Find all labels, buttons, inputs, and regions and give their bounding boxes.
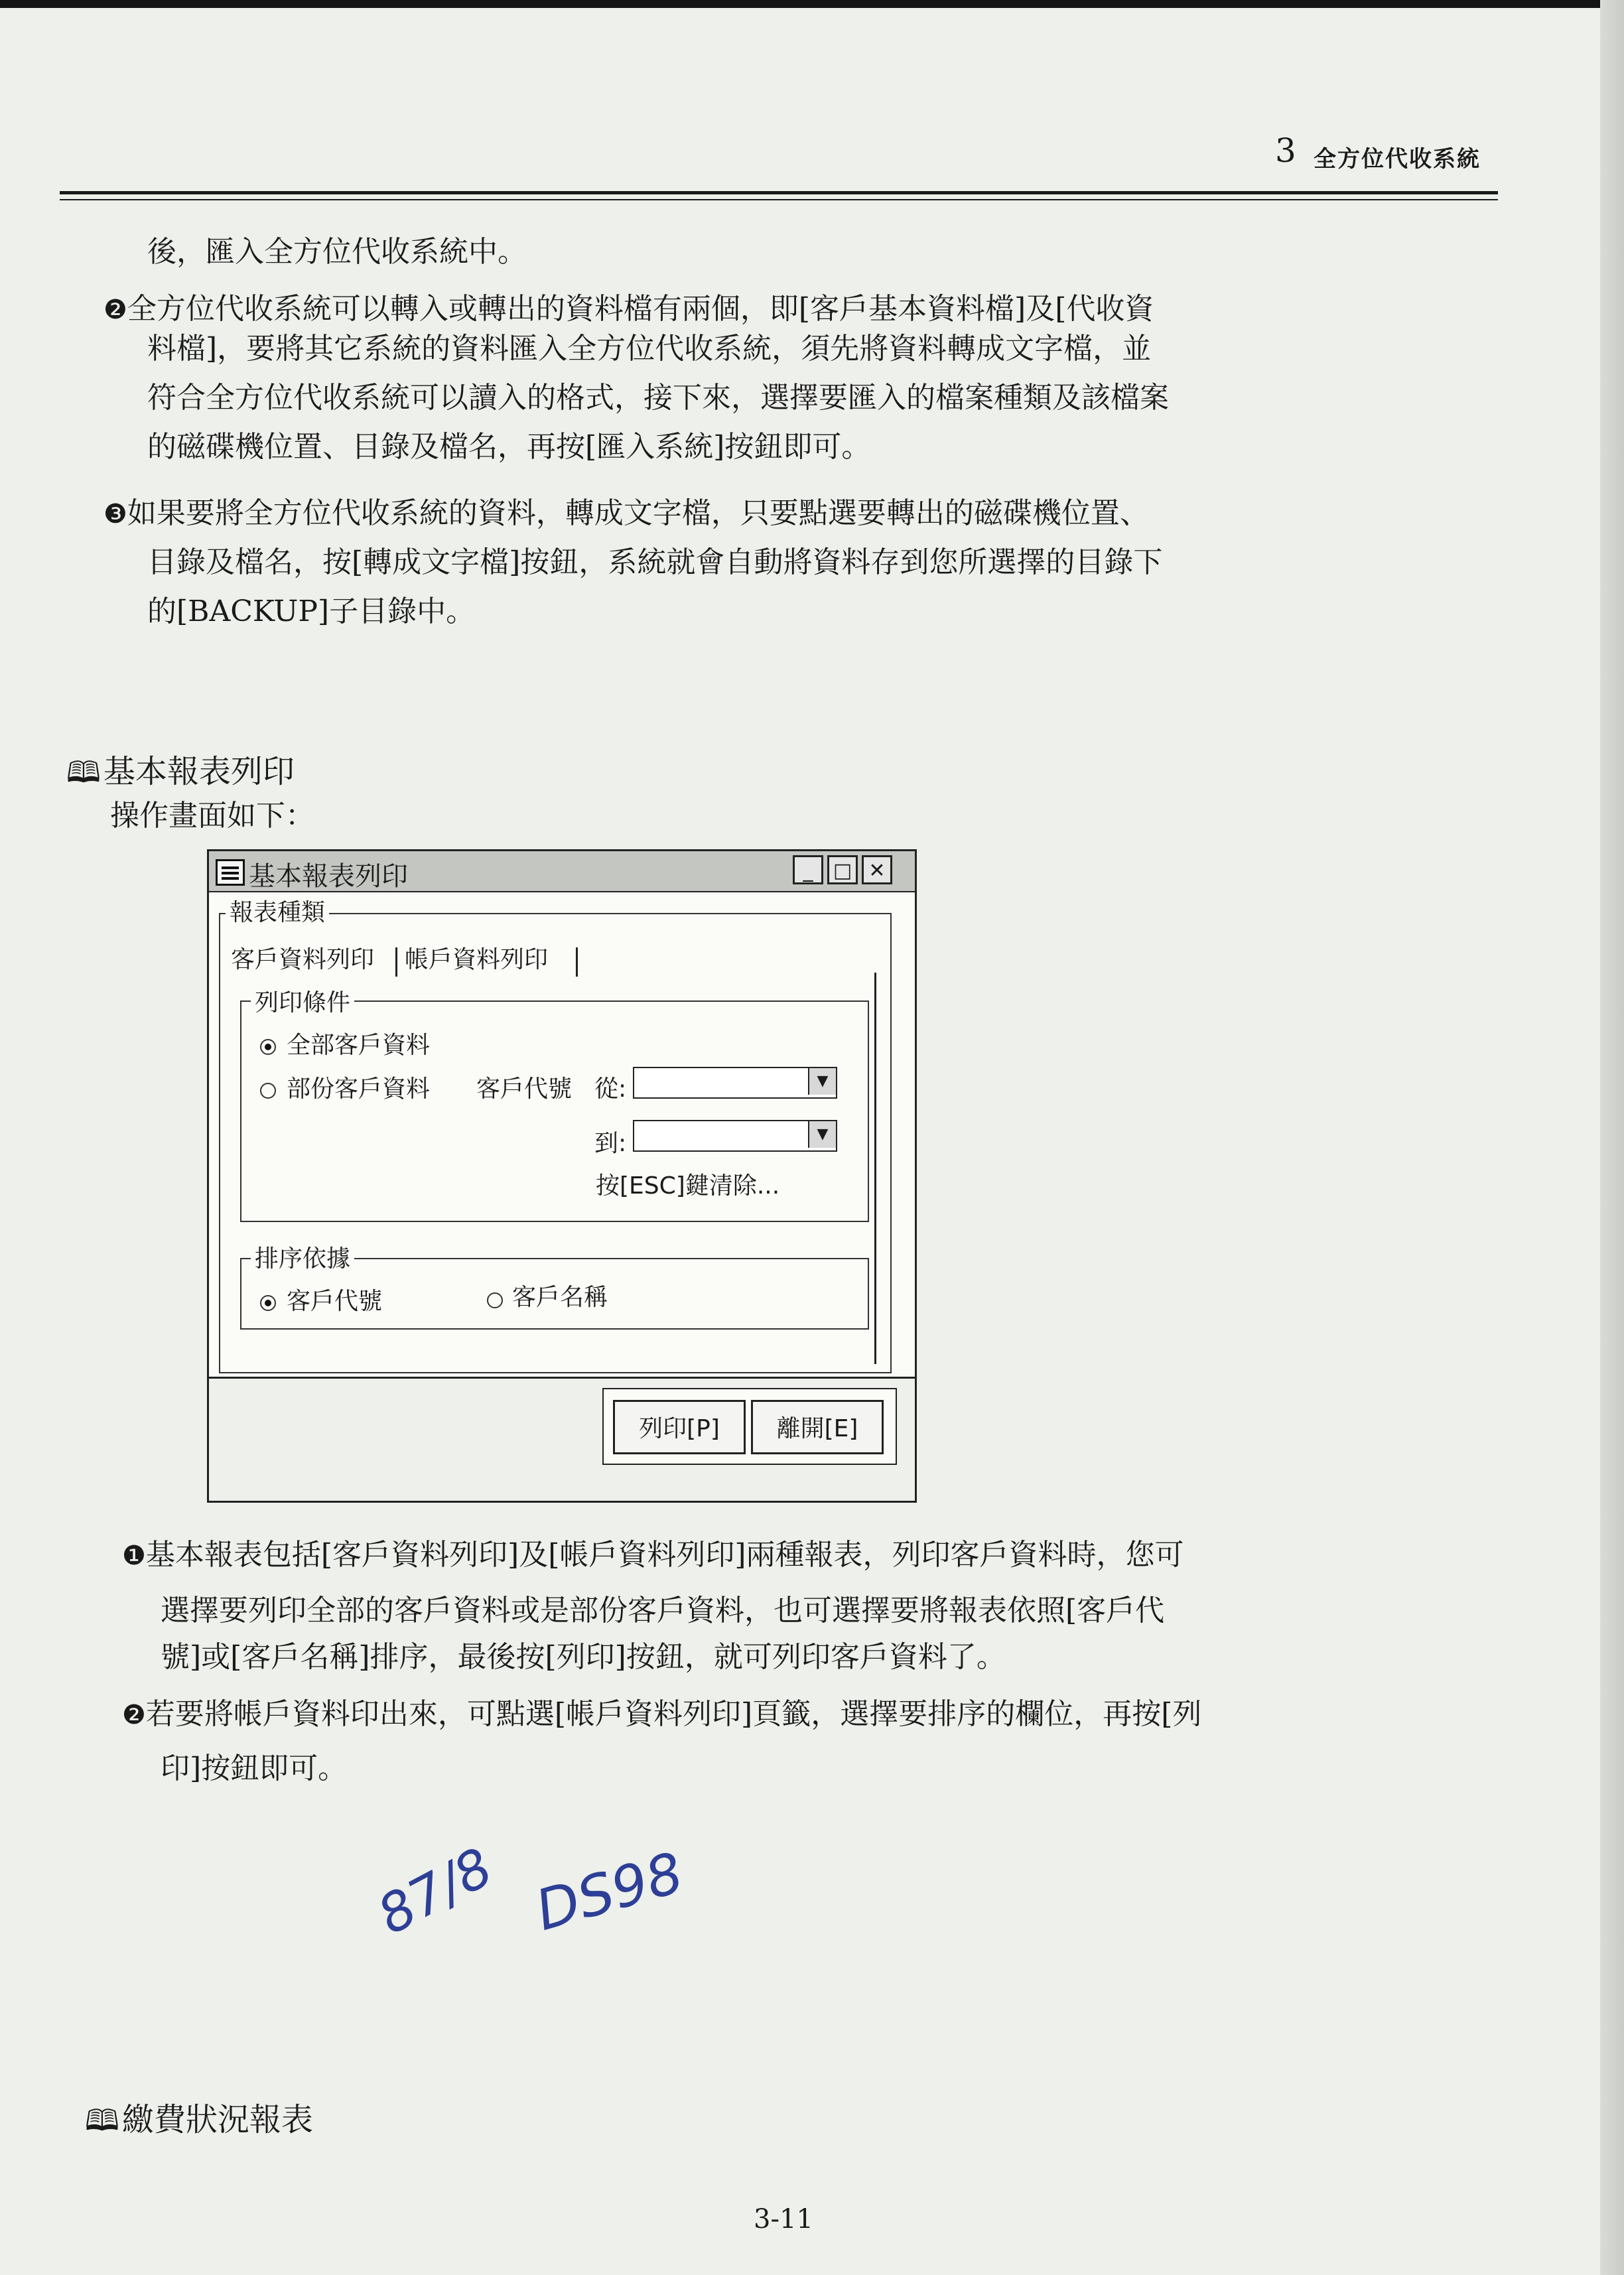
running-header bbox=[1260, 131, 1499, 171]
dialog-title: 基本報表列印 bbox=[249, 861, 408, 892]
minimize-button[interactable]: _ bbox=[793, 855, 823, 884]
intro-item2-line2: 料檔]，要將其它系統的資料匯入全方位代收系統，須先將資料轉成文字檔，並 bbox=[147, 332, 1152, 366]
intro-item2-line1 bbox=[103, 292, 1154, 326]
chapter-title: 全方位代收系統 bbox=[1314, 146, 1481, 172]
note-item2-line1 bbox=[122, 1697, 1202, 1731]
report-type-legend: 報表種類 bbox=[226, 901, 329, 925]
header-rule-thin bbox=[60, 199, 1498, 200]
section1-subtitle: 操作畫面如下： bbox=[110, 799, 314, 833]
intro-item3-text1: 如果要將全方位代收系統的資料，轉成文字檔，只要點選要轉出的磁碟機位置、 bbox=[127, 496, 1149, 530]
note-item1-line2: 選擇要列印全部的客戶資料或是部份客戶資料，也可選擇要將報表依照[客戶代 bbox=[161, 1594, 1165, 1627]
maximize-button[interactable]: □ bbox=[827, 855, 858, 884]
esc-clear-hint: 按[ESC]鍵清除... bbox=[596, 1172, 780, 1200]
from-label: 從: bbox=[594, 1075, 627, 1103]
book-icon: 🕮 bbox=[66, 756, 101, 790]
radio-sort-by-code-label: 客戶代號 bbox=[287, 1288, 383, 1315]
chevron-down-icon[interactable]: ▼ bbox=[808, 1121, 836, 1148]
scan-top-edge bbox=[0, 0, 1624, 8]
radio-sort-by-code[interactable] bbox=[260, 1295, 276, 1311]
close-button[interactable]: ✕ bbox=[862, 855, 892, 884]
section1-title-text: 基本報表列印 bbox=[103, 753, 295, 790]
radio-all-customers-label: 全部客戶資料 bbox=[287, 1032, 431, 1059]
tab-account-data-print[interactable]: 帳戶資料列印 bbox=[405, 946, 549, 973]
section2-title-text: 繳費狀況報表 bbox=[121, 2101, 313, 2138]
intro-item3-line2: 目錄及檔名，按[轉成文字檔]按鈕，系統就會自動將資料存到您所選擇的目錄下 bbox=[147, 545, 1163, 579]
note-item1-text1: 基本報表包括[客戶資料列印]及[帳戶資料列印]兩種報表，列印客戶資料時，您可 bbox=[145, 1538, 1184, 1572]
radio-all-customers[interactable] bbox=[260, 1039, 276, 1055]
button-panel bbox=[602, 1388, 897, 1465]
window-app-icon bbox=[216, 859, 245, 886]
book-icon: 🕮 bbox=[85, 2104, 119, 2138]
print-button[interactable]: 列印[P] bbox=[613, 1400, 746, 1454]
circled-1-icon: ❶ bbox=[122, 1541, 146, 1571]
intro-line1: 後，匯入全方位代收系統中。 bbox=[147, 235, 527, 269]
tab-page-border bbox=[874, 973, 876, 1364]
to-customer-combo[interactable] bbox=[633, 1120, 837, 1152]
dialog-titlebar bbox=[209, 851, 915, 892]
note-item2-text1: 若要將帳戶資料印出來，可點選[帳戶資料列印]頁籤，選擇要排序的欄位，再按[列 bbox=[145, 1697, 1202, 1731]
print-conditions-legend: 列印條件 bbox=[251, 991, 354, 1015]
scan-right-edge bbox=[1600, 0, 1624, 2275]
note-item2-line2: 印]按鈕即可。 bbox=[161, 1752, 348, 1785]
tab-divider-end bbox=[576, 947, 578, 977]
note-item1-line3: 號]或[客戶名稱]排序，最後按[列印]按鈕，就可列印客戶資料了。 bbox=[161, 1640, 1006, 1674]
circled-2-icon: ❷ bbox=[103, 295, 127, 325]
intro-item2-text1: 全方位代收系統可以轉入或轉出的資料檔有兩個，即[客戶基本資料檔]及[代收資 bbox=[127, 292, 1154, 326]
radio-sort-by-name[interactable] bbox=[487, 1292, 503, 1308]
tab-customer-data-print[interactable]: 客戶資料列印 bbox=[231, 946, 375, 973]
tab-divider bbox=[395, 947, 397, 977]
header-rule bbox=[60, 191, 1498, 194]
leave-button[interactable]: 離開[E] bbox=[751, 1400, 884, 1454]
section-title-basic-report bbox=[66, 746, 295, 801]
chapter-number: 3 bbox=[1275, 131, 1296, 170]
intro-item2-line3: 符合全方位代收系統可以讀入的格式，接下來，選擇要匯入的檔案種類及該檔案 bbox=[147, 381, 1169, 415]
radio-partial-customers-label: 部份客戶資料 bbox=[287, 1075, 431, 1103]
handwritten-note-a: 87/8 bbox=[368, 1836, 502, 1947]
section-title-payment-report bbox=[85, 2094, 313, 2149]
page-number: 3-11 bbox=[754, 2204, 813, 2235]
note-item1-line1 bbox=[122, 1538, 1184, 1572]
from-customer-combo[interactable] bbox=[633, 1067, 837, 1099]
chevron-down-icon[interactable]: ▼ bbox=[808, 1068, 836, 1095]
radio-partial-customers[interactable] bbox=[260, 1083, 276, 1099]
customer-code-label: 客戶代號 bbox=[476, 1075, 573, 1103]
to-label: 到: bbox=[594, 1130, 627, 1157]
circled-3-icon: ❸ bbox=[103, 499, 127, 529]
intro-item3-line1 bbox=[103, 496, 1149, 530]
circled-2-icon: ❷ bbox=[122, 1700, 146, 1730]
intro-item3-line3: 的[BACKUP]子目錄中。 bbox=[147, 594, 476, 628]
handwritten-note-b: DS98 bbox=[528, 1839, 691, 1944]
radio-sort-by-name-label: 客戶名稱 bbox=[512, 1284, 608, 1311]
intro-item2-line4: 的磁碟機位置、目錄及檔名，再按[匯入系統]按鈕即可。 bbox=[147, 430, 871, 464]
sort-by-legend: 排序依據 bbox=[251, 1247, 354, 1271]
